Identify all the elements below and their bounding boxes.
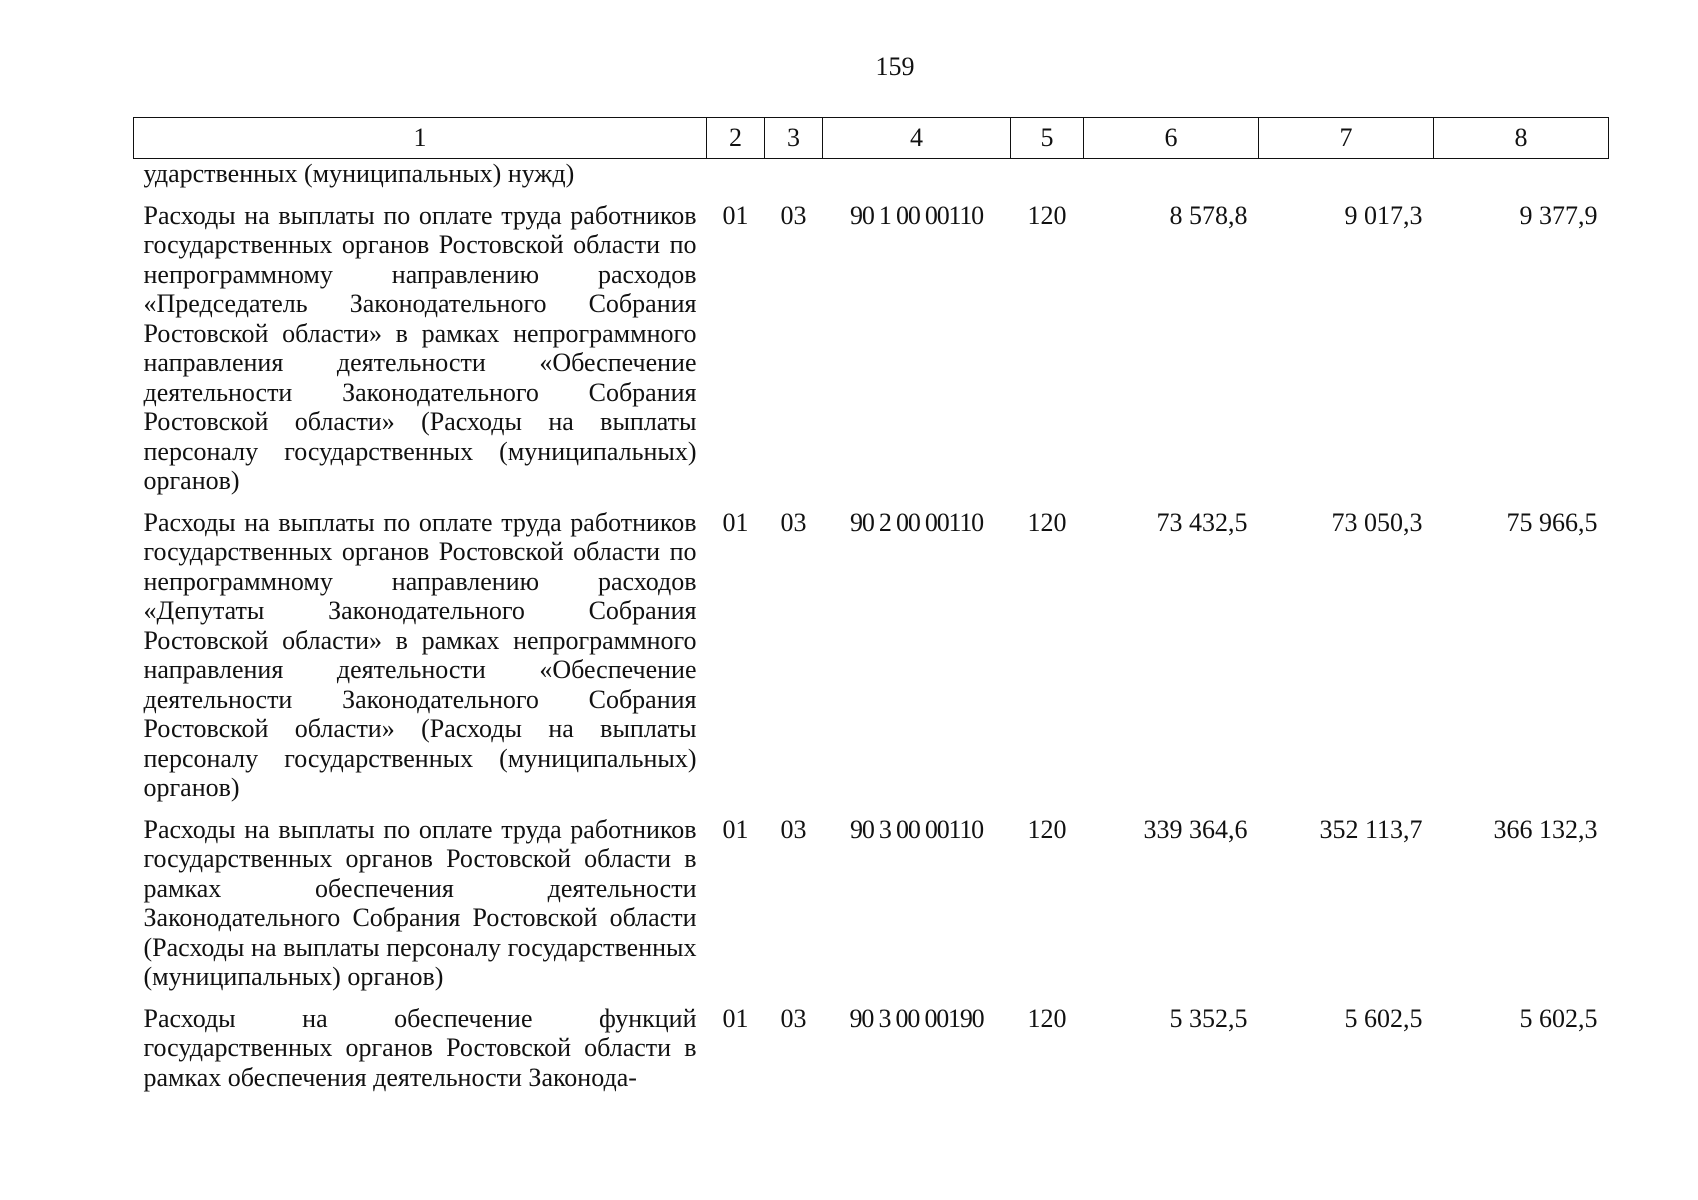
row-section xyxy=(707,159,765,201)
budget-table xyxy=(133,117,1609,1104)
table-row xyxy=(134,201,1609,508)
row-amount-col8: 5 602,5 xyxy=(1519,1003,1598,1033)
row-description: Расходы на обеспечение функций государственных органов Ростовской области в рамках обеспечения деятельности Законода- xyxy=(143,1003,697,1092)
page-number: 159 xyxy=(875,52,915,81)
table-header-row xyxy=(134,118,1609,159)
row-section: 01 xyxy=(722,1003,749,1033)
column-header-3: 3 xyxy=(765,118,823,159)
row-subsection: 03 xyxy=(780,1003,807,1033)
table-row xyxy=(134,815,1609,1004)
row-amount-col7: 9 017,3 xyxy=(1344,200,1423,230)
row-target-code: 90 3 00 00190 xyxy=(849,1003,984,1033)
column-header-5: 5 xyxy=(1011,118,1084,159)
row-target-code: 90 2 00 00110 xyxy=(850,507,983,537)
row-target-code: 90 1 00 00110 xyxy=(850,200,983,230)
row-amount-col7: 73 050,3 xyxy=(1331,507,1423,537)
row-description: ударственных (муниципальных) нужд) xyxy=(143,159,575,188)
row-description: Расходы на выплаты по оплате труда работников государственных органов Ростовской области по непрограммному направлению расходов «Депутаты Законодательного Собрания Ростовской области» в рамках непрограммного направления деятельности «Обеспечение деятельности Законодательного Собрания Ростовской области» (Расходы на выплаты персоналу государственных (муниципальных) органов) xyxy=(143,507,697,802)
row-expense-type: 120 xyxy=(1027,507,1067,537)
row-subsection: 03 xyxy=(780,814,807,844)
row-amount-col6 xyxy=(1084,159,1259,201)
table-row xyxy=(134,508,1609,815)
row-amount-col8: 9 377,9 xyxy=(1519,200,1598,230)
row-amount-col8 xyxy=(1434,159,1609,201)
row-amount-col7 xyxy=(1259,159,1434,201)
row-amount-col8: 366 132,3 xyxy=(1493,814,1598,844)
row-target-code xyxy=(823,159,1011,201)
column-header-4: 4 xyxy=(823,118,1011,159)
row-subsection xyxy=(765,159,823,201)
row-expense-type xyxy=(1011,159,1084,201)
row-subsection: 03 xyxy=(780,507,807,537)
row-amount-col6: 8 578,8 xyxy=(1169,200,1248,230)
table-row xyxy=(134,159,1609,201)
column-header-8: 8 xyxy=(1434,118,1609,159)
row-section: 01 xyxy=(722,814,749,844)
column-header-6: 6 xyxy=(1084,118,1259,159)
row-amount-col6: 5 352,5 xyxy=(1169,1003,1248,1033)
row-amount-col8: 75 966,5 xyxy=(1506,507,1598,537)
row-target-code: 90 3 00 00110 xyxy=(850,814,983,844)
row-subsection: 03 xyxy=(780,200,807,230)
row-amount-col7: 5 602,5 xyxy=(1344,1003,1423,1033)
row-section: 01 xyxy=(722,200,749,230)
row-description: Расходы на выплаты по оплате труда работников государственных органов Ростовской области по непрограммному направлению расходов «Председатель Законодательного Собрания Ростовской области» в рамках непрограммного направления деятельности «Обеспечение деятельности Законодательного Собрания Ростовской области» (Расходы на выплаты персоналу государственных (муниципальных) органов) xyxy=(143,200,697,495)
row-section: 01 xyxy=(722,507,749,537)
row-amount-col7: 352 113,7 xyxy=(1319,814,1423,844)
row-amount-col6: 73 432,5 xyxy=(1156,507,1248,537)
column-header-2: 2 xyxy=(707,118,765,159)
row-expense-type: 120 xyxy=(1027,200,1067,230)
column-header-7: 7 xyxy=(1259,118,1434,159)
row-amount-col6: 339 364,6 xyxy=(1143,814,1248,844)
row-description: Расходы на выплаты по оплате труда работников государственных органов Ростовской области в рамках обеспечения деятельности Законодательного Собрания Ростовской области (Расходы на выплаты персоналу государственных (муниципальных) органов) xyxy=(143,814,697,991)
table-row xyxy=(134,1004,1609,1105)
column-header-1: 1 xyxy=(134,118,707,159)
row-expense-type: 120 xyxy=(1027,814,1067,844)
row-expense-type: 120 xyxy=(1027,1003,1067,1033)
